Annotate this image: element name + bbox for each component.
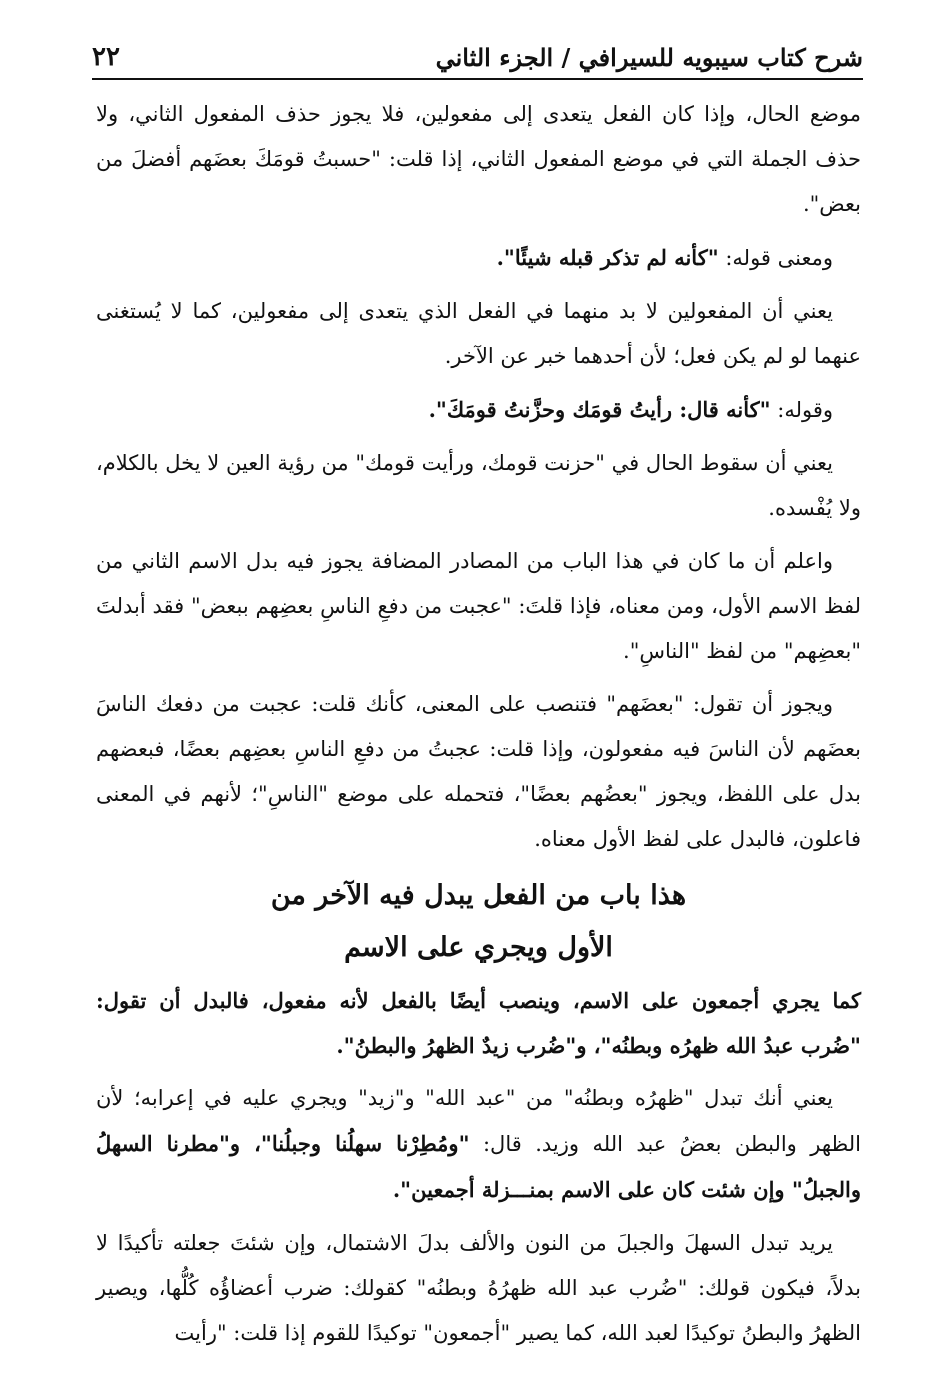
page-number: ٢٢ <box>92 42 120 72</box>
paragraph-6: واعلم أن ما كان في هذا الباب من المصادر المضافة يجوز فيه بدل الاسم الثاني من لفظ الاسم الأول، ومن معناه، فإذا قلتَ: "عجبت من دفعِ الناسِ بعضِهم ببعض" فقد أبدلتَ "بعضِهم" من لفظ "الناسِ". <box>96 549 861 663</box>
chapter-heading <box>96 870 861 974</box>
paragraph-9 <box>96 1076 861 1213</box>
paragraph-8: كما يجري أجمعون على الاسم، وينصب أيضًا بالفعل لأنه مفعول، فالبدل أن تقول: "ضُرب عبدُ الله ظهرُه وبطنُه"، و"ضُرب زيدٌ الظهرُ والبطنُ". <box>96 988 861 1058</box>
page-header <box>92 28 863 80</box>
paragraph-4-lead: وقوله: <box>770 398 833 422</box>
paragraph-2-quote: "كأنه لم تذكر قبله شيئًا". <box>496 245 719 270</box>
paragraph-9-quote: "ومُطِرْنا سهلُنا وجبلُنا"، و"مطرنا السهلُ والجبلُ" وإن شئت كان على الاسم بمنـــزلة أجمعين". <box>96 1131 861 1202</box>
paragraph-2-lead: ومعنى قوله: <box>718 246 833 270</box>
chapter-heading-line-2: الأول ويجري على الاسم <box>344 932 613 963</box>
running-title: شرح كتاب سيبويه للسيرافي / الجزء الثاني <box>435 43 863 72</box>
paragraph-5: يعني أن سقوط الحال في "حزنت قومك، ورأيت قومك" من رؤية العين لا يخل بالكلام، ولا يُفْسده. <box>96 451 861 520</box>
body-text <box>96 92 861 1345</box>
paragraph-7: ويجوز أن تقول: "بعضَهم" فتنصب على المعنى، كأنك قلت: عجبت من دفعك الناسَ بعضَهم لأن الناسَ فيه مفعولون، وإذا قلت: عجبتُ من دفعِ الناسِ بعضِهم بعضًا، فبعضهم بدل على اللفظ، ويجوز "بعضُهم بعضًا"، فتحمله على موضع "الناسِ"؛ لأنهم في المعنى فاعلون، فالبدل على لفظ الأول معناه. <box>96 692 861 851</box>
paragraph-3: يعني أن المفعولين لا بد منهما في الفعل الذي يتعدى إلى مفعولين، كما لا يُستغنى عنهما لو لم يكن فعل؛ لأن أحدهما خبر عن الآخر. <box>96 299 861 368</box>
paragraph-10: يريد تبدل السهلَ والجبلَ من النون والألف بدلَ الاشتمال، وإن شئتَ جعلته تأكيدًا لا بدلاً، فيكون قولك: "ضُرب عبد الله ظهرُهُ وبطنُه" كقولك: ضرب أعضاؤُه كُلُّها، ويصير الظهرُ والبطنُ توكيدًا لعبد الله، كما يصير "أجمعون" توكيدًا للقوم إذا قلت: "رأيت <box>96 1231 861 1345</box>
paragraph-2 <box>96 235 861 281</box>
paragraph-4 <box>96 387 861 433</box>
paragraph-1: موضع الحال، وإذا كان الفعل يتعدى إلى مفعولين، فلا يجوز حذف المفعول الثاني، ولا حذف الجملة التي في موضع المفعول الثاني، إذا قلت: "حسبتُ قومَكَ بعضَهم أفضلَ من بعض". <box>96 102 861 216</box>
chapter-heading-line-1: هذا باب من الفعل يبدل فيه الآخر من <box>270 880 687 911</box>
paragraph-9-text: يعني أنك تبدل "ظهرُه وبطنُه" من "عبد الله" و"زيد" ويجري عليه في إعرابه؛ لأن الظهر والبطن بعضُ عبد الله وزيد. قال: <box>96 1086 861 1156</box>
paragraph-4-quote: "كأنه قال: رأيتُ قومَك وحزَّنتُ قومَكَ". <box>428 397 771 422</box>
